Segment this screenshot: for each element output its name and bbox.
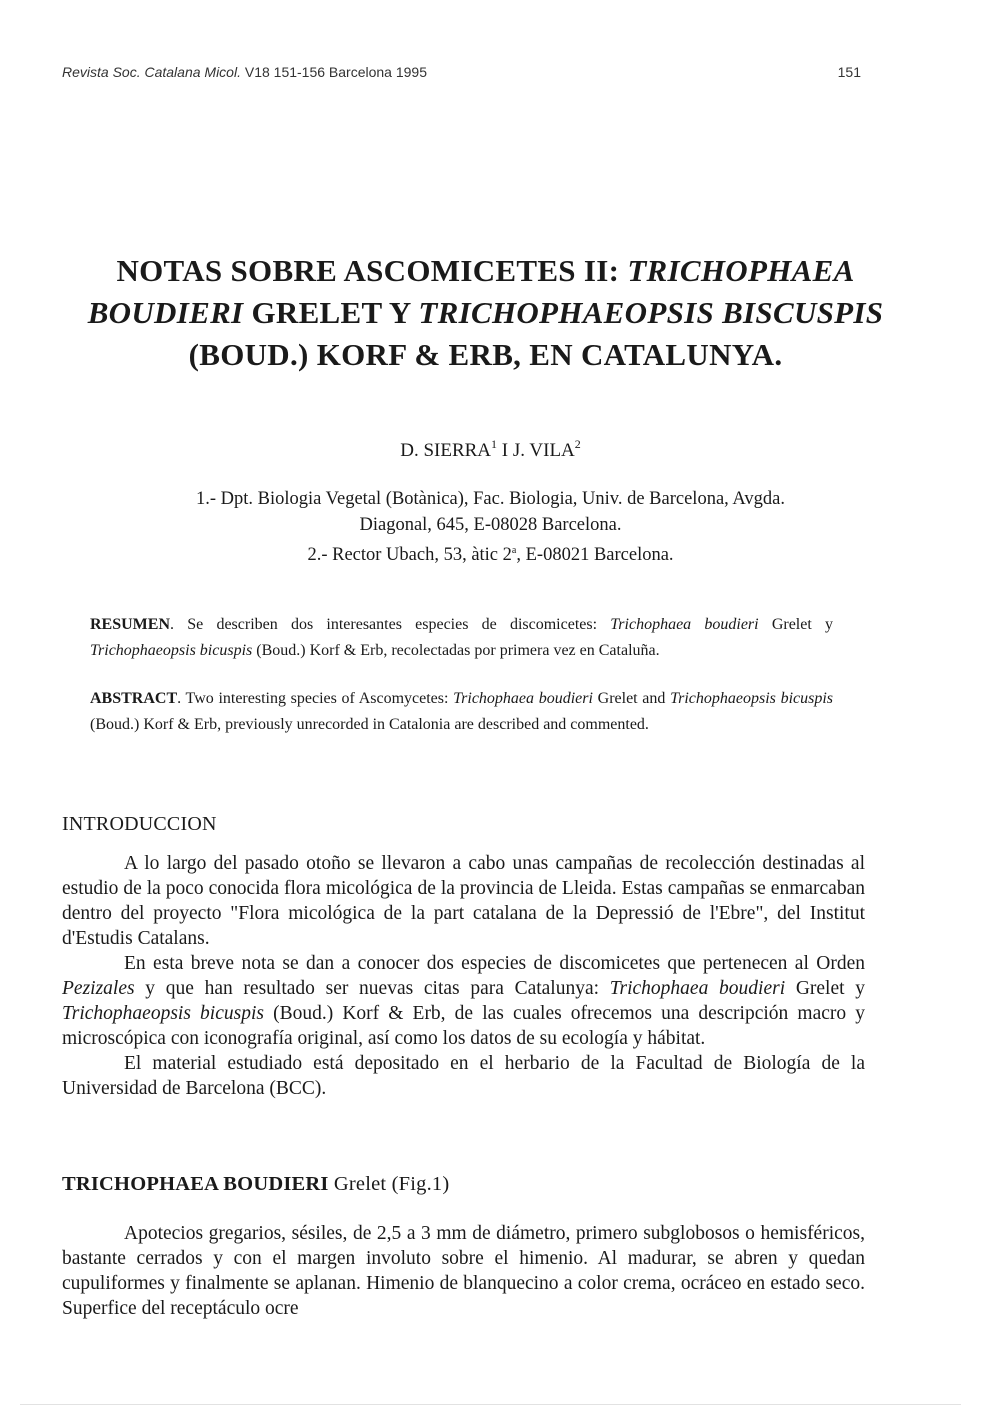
- journal-name: Revista Soc. Catalana Micol.: [62, 64, 241, 80]
- affiliation-line-2: Diagonal, 645, E-08028 Barcelona.: [359, 515, 622, 535]
- resumen-species-1: Trichophaea boudieri: [610, 616, 759, 633]
- abstract-species-1: Trichophaea boudieri: [453, 690, 593, 707]
- title-species-1: TRICHOPHAEA BOUDIERI: [87, 253, 855, 330]
- intro-p2-order: Pezizales: [62, 978, 135, 999]
- resumen-paragraph: [90, 612, 833, 664]
- intro-p2-text: (Boud.) Korf & Erb, de las cuales ofrecemos una descripción macro y microscópica con iconografía original, así como los datos de su ecología y hábitat.: [62, 1003, 865, 1049]
- abstract-paragraph: [90, 686, 833, 738]
- resumen-species-2: Trichophaeopsis bicuspis: [90, 642, 253, 659]
- species-paragraph-1: Apotecios gregarios, sésiles, de 2,5 a 3 mm de diámetro, primero subglobosos o hemisféricos, bastante cerrados y con el margen involuto sobre el himenio. Al madurar, se abren y quedan cupuliformes y finalmente se aplanan. Himenio de blanquecino a color crema, ocráceo en estado seco. Superfice del receptáculo ocre: [62, 1223, 865, 1319]
- intro-paragraph-3: El material estudiado está depositado en el herbario de la Facultad de Biología de la Universidad de Barcelona (BCC).: [62, 1053, 865, 1099]
- resumen-label: RESUMEN: [90, 616, 171, 633]
- species-description: [62, 1221, 865, 1321]
- species-heading: [62, 1173, 449, 1196]
- intro-p2-species-2: Trichophaeopsis bicuspis: [62, 1003, 264, 1024]
- abstract-species-2: Trichophaeopsis bicuspis: [670, 690, 834, 707]
- affiliation-3-superscript: a: [511, 545, 517, 556]
- abstract-text: (Boud.) Korf & Erb, previously unrecorded in Catalonia are described and commented.: [90, 716, 649, 733]
- introduccion-body: [62, 851, 865, 1101]
- intro-p2-text: En esta breve nota se dan a conocer dos especies de discomicetes que pertenecen al Orden: [124, 953, 865, 974]
- affiliation-3-text: 2.- Rector Ubach, 53, àtic 2: [307, 545, 512, 566]
- running-header: [62, 64, 861, 80]
- author-2: I J. VILA: [497, 440, 575, 461]
- author-1-affil-mark: 1: [491, 437, 498, 451]
- species-name: TRICHOPHAEA BOUDIERI: [62, 1173, 329, 1195]
- affiliation-3-text-end: , E-08021 Barcelona.: [516, 545, 674, 566]
- species-author-ref: Grelet (Fig.1): [328, 1173, 450, 1195]
- affiliation-line-3: [0, 538, 981, 568]
- abstract-text: Grelet and: [592, 690, 671, 707]
- resumen-text: . Se describen dos interesantes especies de discomicetes:: [170, 616, 611, 633]
- resumen-text: Grelet y: [758, 616, 834, 633]
- intro-paragraph-2: [62, 951, 865, 1051]
- journal-citation: V18 151-156 Barcelona 1995: [244, 64, 428, 80]
- intro-paragraph-1: A lo largo del pasado otoño se llevaron a cabo unas campañas de recolección destinadas al estudio de la poco conocida flora micológica de la provincia de Lleida. Estas campañas se enmarcaban dentro del proyecto "Flora micológica de la part catalana de la Depressió de l'Ebre", del Institut d'Estudis Catalans.: [62, 853, 865, 949]
- affiliation-line-1: 1.- Dpt. Biologia Vegetal (Botànica), Fac. Biologia, Univ. de Barcelona, Avgda.: [196, 489, 785, 509]
- authors: [0, 437, 981, 462]
- abstract-text: . Two interesting species of Ascomycetes:: [177, 690, 454, 707]
- article-title: [80, 250, 891, 376]
- title-part: NOTAS SOBRE ASCOMICETES II:: [116, 253, 628, 288]
- author-2-affil-mark: 2: [574, 437, 581, 451]
- author-1: D. SIERRA: [400, 440, 492, 461]
- abstract-label: ABSTRACT: [90, 690, 178, 707]
- intro-p2-text: y que han resultado ser nuevas citas para Catalunya:: [134, 978, 610, 999]
- affiliations: [0, 486, 981, 568]
- intro-p2-text: Grelet y: [785, 978, 865, 999]
- introduccion-heading: INTRODUCCION: [62, 813, 217, 835]
- resumen-text: (Boud.) Korf & Erb, recolectadas por primera vez en Cataluña.: [252, 642, 660, 659]
- title-part: GRELET Y: [243, 295, 419, 330]
- title-part: (BOUD.) KORF & ERB, EN CATALUNYA.: [188, 337, 783, 372]
- intro-p2-species-1: Trichophaea boudieri: [609, 978, 786, 999]
- page-number: 151: [837, 64, 861, 80]
- title-species-2: TRICHOPHAEOPSIS BISCUSPIS: [418, 295, 884, 330]
- footer-divider: [20, 1404, 961, 1405]
